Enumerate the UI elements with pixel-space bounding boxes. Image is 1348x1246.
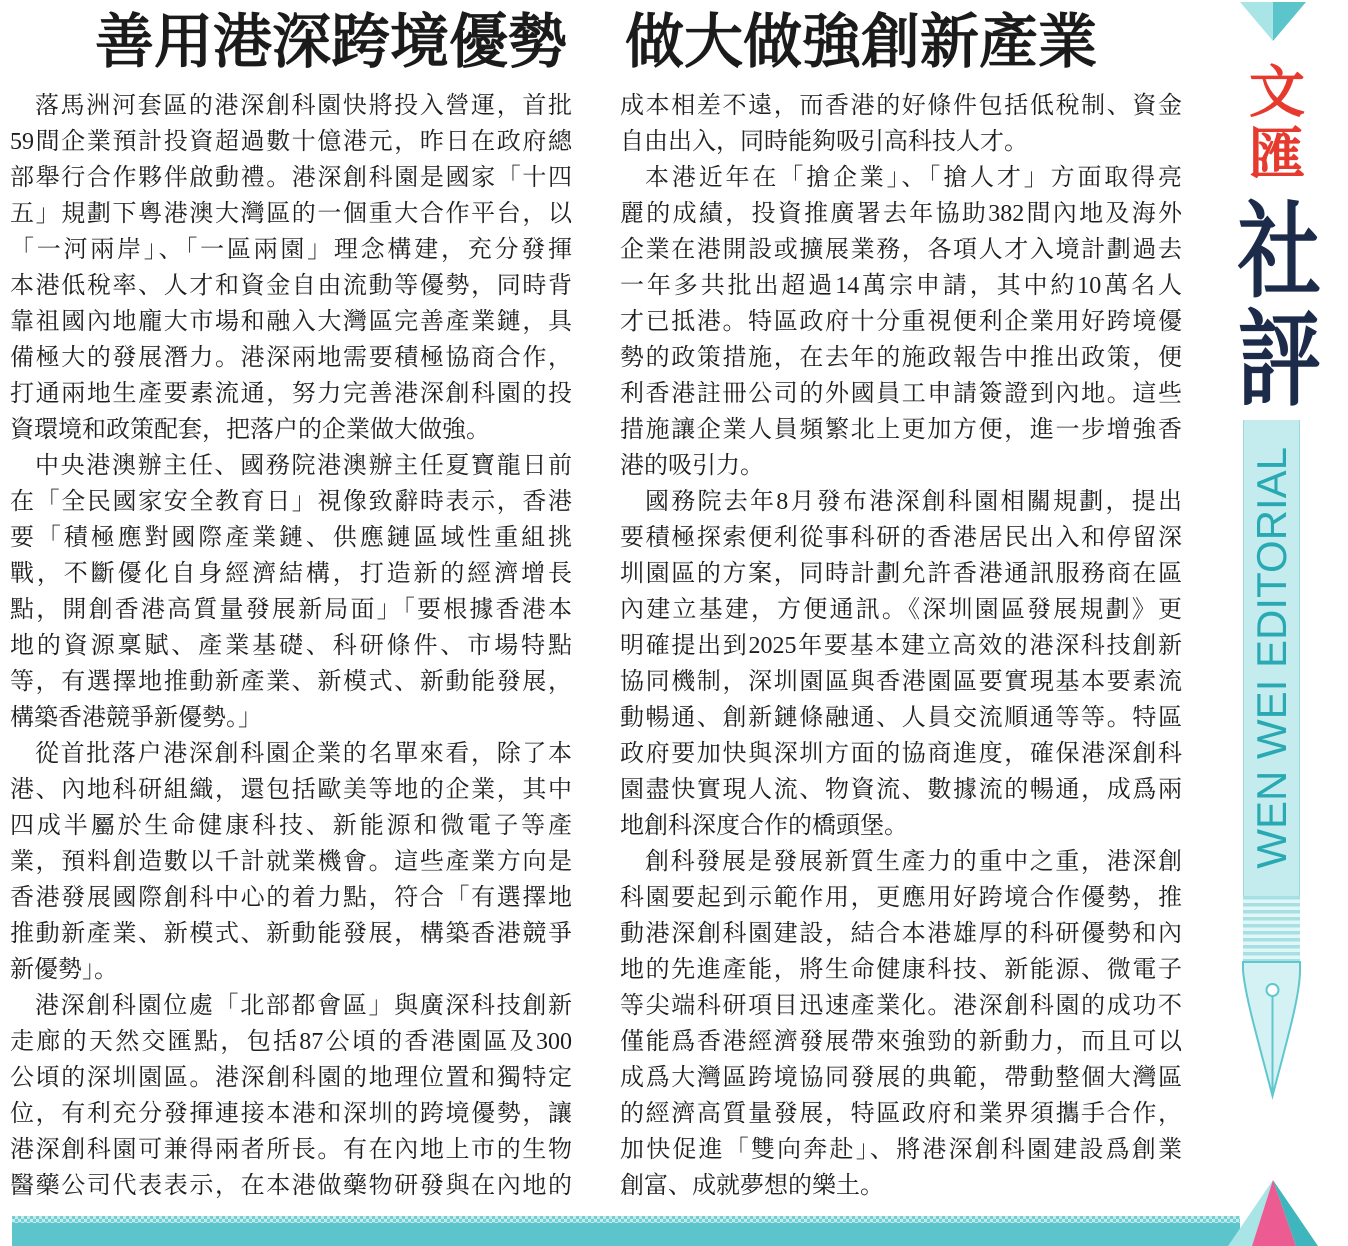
text-line: 香港發展國際創科中心的着力點，符合「有選擇地 xyxy=(10,885,572,911)
text-line: 59間企業預計投資超過數十億港元，昨日在政府總 xyxy=(10,129,572,155)
text-line: 成本相差不遠，而香港的好條件包括低稅制、資金 xyxy=(620,93,1182,119)
text-line: 等尖端科研項目迅速產業化。港深創科園的成功不 xyxy=(620,993,1182,1019)
text-line: 等，有選擇地推動新產業、新模式、新動能發展， xyxy=(10,669,572,695)
text-line: 自由出入，同時能夠吸引高科技人才。 xyxy=(620,129,1028,155)
text-line: 新優勢」。 xyxy=(10,957,118,983)
paragraph xyxy=(10,988,572,1204)
text-line: 地創科深度合作的橋頭堡。 xyxy=(620,813,908,839)
text-line: 港的吸引力。 xyxy=(620,453,764,479)
text-line: 麗的成績，投資推廣署去年協助382間內地及海外 xyxy=(620,201,1182,227)
brand-logo: 文匯 xyxy=(1240,62,1305,186)
text-line: 國務院去年8月發布港深創科園相關規劃，提出 xyxy=(645,489,1182,515)
pen-nib-icon xyxy=(1243,962,1300,1096)
pen-top-triangle xyxy=(1240,2,1306,41)
text-line: 科園要起到示範作用，更應用好跨境合作優勢，推 xyxy=(620,885,1182,911)
text-line: 五」規劃下粵港澳大灣區的一個重大合作平台，以 xyxy=(10,201,572,227)
text-line: 中央港澳辦主任、國務院港澳辦主任夏寶龍日前 xyxy=(35,453,572,479)
text-line: 構築香港競爭新優勢。」 xyxy=(10,705,262,731)
text-line: 資環境和政策配套，把落户的企業做大做強。 xyxy=(10,417,490,443)
text-line: 僅能爲香港經濟發展帶來強勁的新動力，而且可以 xyxy=(620,1029,1182,1055)
editorial-band xyxy=(1243,420,1300,896)
text-line: 加快促進「雙向奔赴」、將港深創科園建設爲創業 xyxy=(620,1137,1182,1163)
text-line: 落馬洲河套區的港深創科園快將投入營運，首批 xyxy=(35,93,572,119)
paragraph xyxy=(10,736,572,988)
text-line: 港深創科園位處「北部都會區」與廣深科技創新 xyxy=(35,993,572,1019)
text-line: 一年多共批出超過14萬宗申請，其中約10萬名人 xyxy=(620,273,1182,299)
text-line: 要「積極應對國際產業鏈、供應鏈區域性重組挑 xyxy=(10,525,572,551)
text-line: 醫藥公司代表表示，在本港做藥物研發與在內地的 xyxy=(10,1173,572,1199)
bottom-band xyxy=(12,1216,1240,1246)
text-line: 動暢通、創新鏈條融通、人員交流順通等等。特區 xyxy=(620,705,1182,731)
pyramid-icon xyxy=(1228,1180,1318,1246)
headline-part-1: 善用港深跨境優勢 xyxy=(95,7,568,76)
paragraph xyxy=(10,448,572,736)
text-line: 推動新產業、新模式、新動能發展，構築香港競爭 xyxy=(10,921,572,947)
text-line: 地的資源稟賦、產業基礎、科研條件、市場特點 xyxy=(10,633,572,659)
text-line: 港深創科園可兼得兩者所長。有在內地上市的生物 xyxy=(10,1137,572,1163)
article-column-right xyxy=(620,88,1182,1204)
section-title: 社評 xyxy=(1223,196,1321,412)
text-line: 業，預料創造數以千計就業機會。這些產業方向是 xyxy=(10,849,572,875)
text-line: 內建立基建，方便通訊。《深圳園區發展規劃》更 xyxy=(620,597,1182,623)
text-line: 的經濟高質量發展，特區政府和業界須攜手合作， xyxy=(620,1101,1182,1127)
paragraph xyxy=(620,160,1182,484)
text-line: 本港低稅率、人才和資金自由流動等優勢，同時背 xyxy=(10,273,572,299)
text-line: 要積極探索便利從事科研的香港居民出入和停留深 xyxy=(620,525,1182,551)
text-line: 「一河兩岸」、「一區兩園」理念構建，充分發揮 xyxy=(10,237,572,263)
text-line: 明確提出到2025年要基本建立高效的港深科技創新 xyxy=(620,633,1182,659)
text-line: 協同機制，深圳園區與香港園區要實現基本要素流 xyxy=(620,669,1182,695)
text-line: 本港近年在「搶企業」、「搶人才」方面取得亮 xyxy=(645,165,1182,191)
text-line: 靠祖國內地龐大市場和融入大灣區完善產業鏈，具 xyxy=(10,309,572,335)
text-line: 園盡快實現人流、物資流、數據流的暢通，成爲兩 xyxy=(620,777,1182,803)
text-line: 利香港註冊公司的外國員工申請簽證到內地。這些 xyxy=(620,381,1182,407)
text-line: 政府要加快與深圳方面的協商進度，確保港深創科 xyxy=(620,741,1182,767)
text-line: 位，有利充分發揮連接本港和深圳的跨境優勢，讓 xyxy=(10,1101,572,1127)
paragraph xyxy=(620,844,1182,1204)
text-line: 公頃的深圳園區。港深創科園的地理位置和獨特定 xyxy=(10,1065,572,1091)
text-line: 從首批落户港深創科園企業的名單來看，除了本 xyxy=(35,741,572,767)
text-line: 打通兩地生產要素流通，努力完善港深創科園的投 xyxy=(10,381,572,407)
text-line: 在「全民國家安全教育日」視像致辭時表示，香港 xyxy=(10,489,572,515)
paragraph xyxy=(620,88,1182,160)
text-line: 備極大的發展潛力。港深兩地需要積極協商合作， xyxy=(10,345,572,371)
text-line: 部舉行合作夥伴啟動禮。港深創科園是國家「十四 xyxy=(10,165,572,191)
text-line: 成爲大灣區跨境協同發展的典範，帶動整個大灣區 xyxy=(620,1065,1182,1091)
text-line: 四成半屬於生命健康科技、新能源和微電子等產 xyxy=(10,813,572,839)
nib-hole xyxy=(1267,984,1279,996)
text-line: 動港深創科園建設，結合本港雄厚的科研優勢和內 xyxy=(620,921,1182,947)
text-line: 圳園區的方案，同時計劃允許香港通訊服務商在區 xyxy=(620,561,1182,587)
text-line: 勢的政策措施，在去年的施政報告中推出政策，便 xyxy=(620,345,1182,371)
headline-part-2: 做大做強創新產業 xyxy=(625,7,1098,76)
band-english-title: WEN WEI EDITORIAL xyxy=(1248,447,1295,869)
paragraph xyxy=(10,88,572,448)
text-line: 才已抵港。特區政府十分重視便利企業用好跨境優 xyxy=(620,309,1182,335)
text-line: 戰，不斷優化自身經濟結構，打造新的經濟增長 xyxy=(10,561,572,587)
text-line: 創富、成就夢想的樂土。 xyxy=(620,1173,884,1199)
text-line: 措施讓企業人員頻繁北上更加方便，進一步增強香 xyxy=(620,417,1182,443)
text-line: 地的先進產能，將生命健康科技、新能源、微電子 xyxy=(620,957,1182,983)
text-line: 走廊的天然交匯點，包括87公頃的香港園區及300 xyxy=(10,1029,572,1055)
text-line: 企業在港開設或擴展業務，各項人才入境計劃過去 xyxy=(620,237,1182,263)
pen-grip xyxy=(1243,896,1300,962)
text-line: 港、內地科研組織，還包括歐美等地的企業，其中 xyxy=(10,777,572,803)
text-line: 點，開創香港高質量發展新局面」「要根據香港本 xyxy=(10,597,572,623)
paragraph xyxy=(620,484,1182,844)
text-line: 創科發展是發展新質生產力的重中之重，港深創 xyxy=(645,849,1182,875)
article-column-left xyxy=(10,88,572,1204)
